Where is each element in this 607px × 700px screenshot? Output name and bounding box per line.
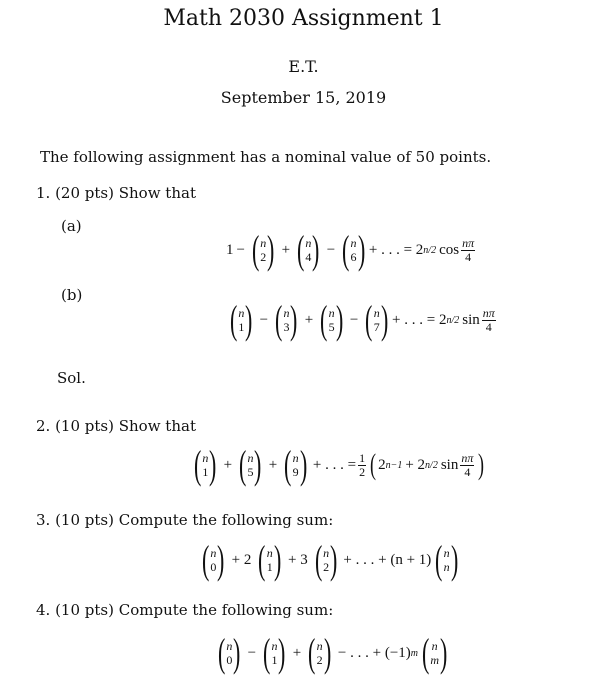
binomial: ( n 6 ) [342,227,365,272]
binomial: ( n 9 ) [284,442,307,487]
binomial: ( n 2 ) [314,537,338,582]
binomial: ( n 1 ) [258,537,282,582]
author: E.T. [288,57,319,76]
equation-3: ( n 0 ) + 2 ( n 1 ) + 3 ( n 2 ) + . . . + (n + 1) ( n n ) [198,540,462,580]
equation-2: ( n 1 ) + ( n 5 ) + ( n 9 ) + . . . = $\frac{1}{2}$ ( 2 n−1 + 2 n/2 sin $\frac{n\pi}{4}$ ) [190,445,486,485]
problem-3-label: 3. (10 pts) Compute the following sum: [36,511,334,529]
problem-1-label: 1. (20 pts) Show that [36,184,196,202]
binomial: ( n 1 ) [263,630,286,675]
binomial: ( n 4 ) [297,227,320,272]
binomial: ( n 2 ) [251,227,275,272]
problem-1b-label: (b) [61,286,83,304]
page-title: Math 2030 Assignment 1 [163,6,444,31]
binomial: ( n 0 ) [201,537,225,582]
binomial: ( n 3 ) [275,297,298,342]
equation-4: ( n 0 ) − ( n 1 ) + ( n 2 ) − . . . + (−1) m ( n m ) [214,633,451,673]
binomial: ( n 1 ) [229,297,253,342]
binomial: ( n n ) [435,537,458,582]
equation-1a: 1 − ( n 2 ) + ( n 4 ) − ( n 6 ) + . . . = 2 n/2 cos $\frac{n\pi}{4}$ [226,227,475,272]
binomial: ( n 7 ) [365,297,389,342]
binomial: ( n 5 ) [320,297,343,342]
binomial: ( n 1 ) [193,442,217,487]
binomial: ( n 5 ) [239,442,262,487]
problem-1a-label: (a) [61,217,82,235]
solution-label: Sol. [57,369,86,387]
problem-2-label: 2. (10 pts) Show that [36,417,196,435]
equation-1b: ( n 1 ) − ( n 3 ) + ( n 5 ) − ( n 7 ) + . . . = 2 n/2 sin $\frac{n\pi}{4}$ [226,300,498,340]
binomial: ( n 2 ) [308,630,331,675]
binomial: ( n m ) [422,630,448,675]
intro-text: The following assignment has a nominal value of 50 points. [40,148,492,166]
date: September 15, 2019 [220,88,387,107]
problem-4-label: 4. (10 pts) Compute the following sum: [36,601,334,619]
binomial: ( n 0 ) [217,630,241,675]
